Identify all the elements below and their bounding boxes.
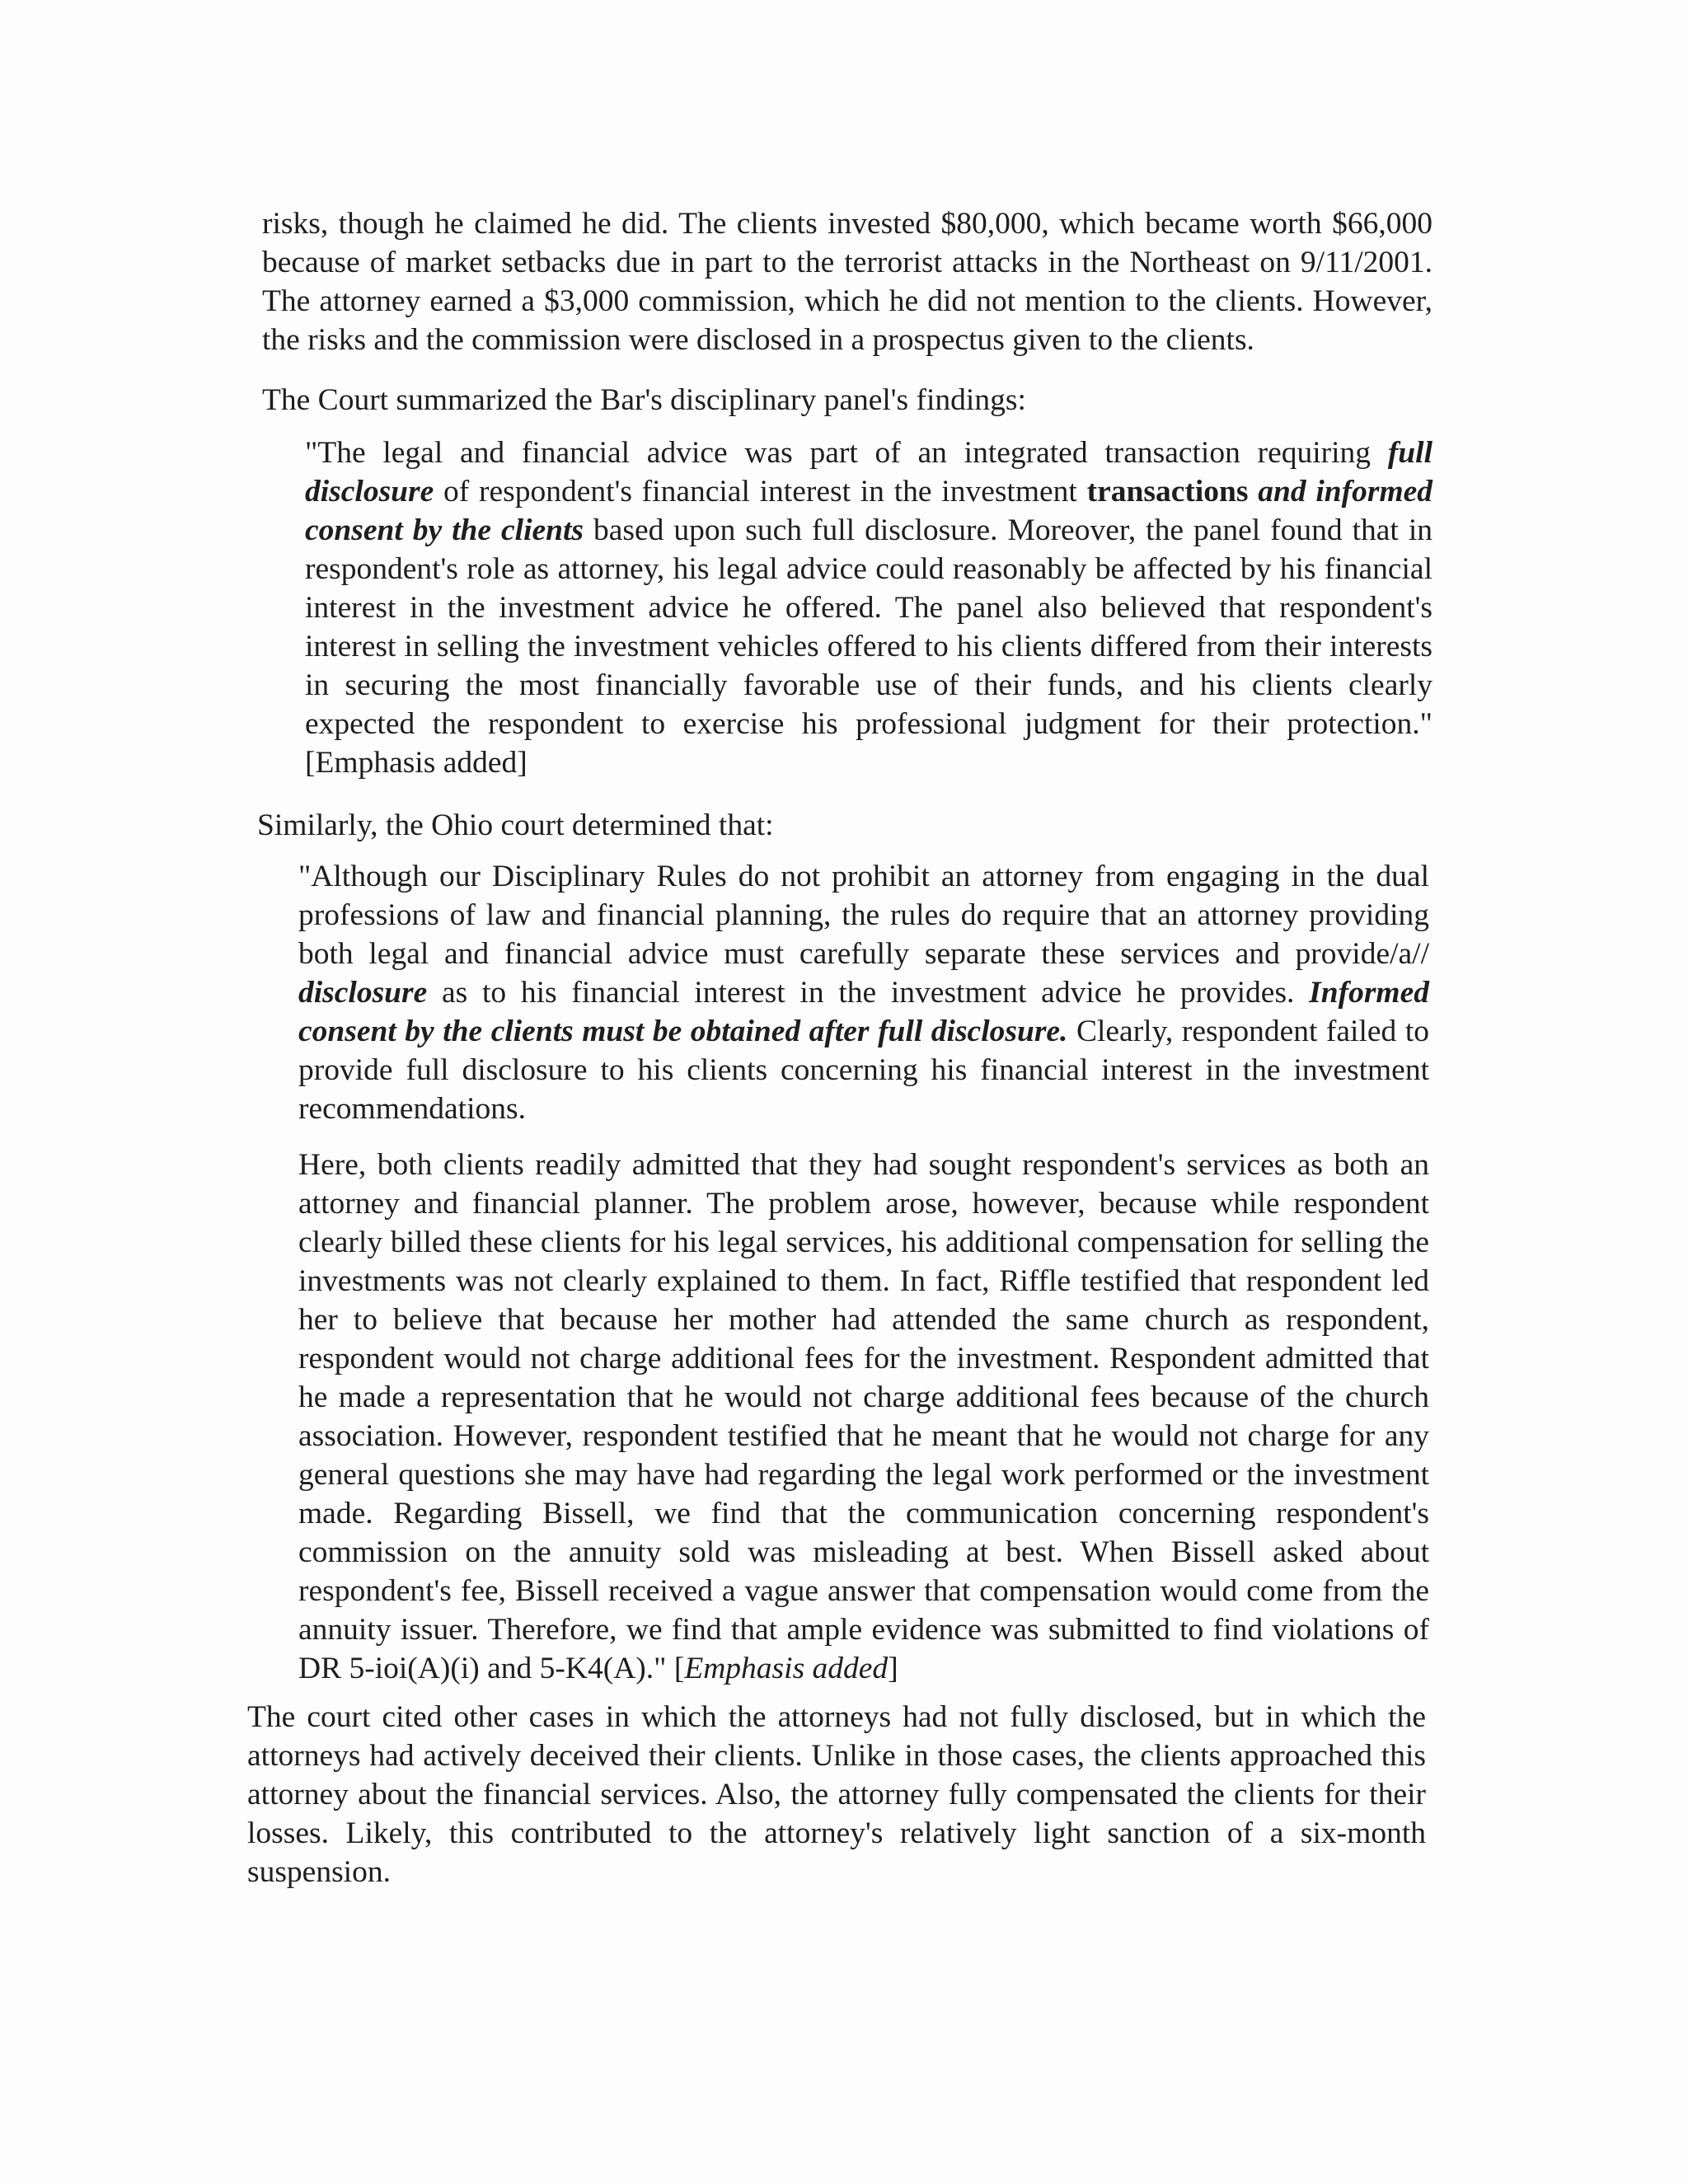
quote-text: "Although our Disciplinary Rules do not prohibit an attorney from engaging in the dual professions of law and financial planning, the rules do require that an attorney providing both legal and financial advice must carefully separate these services and provide/a// — [298, 860, 1429, 971]
paragraph-ohio-court-intro — [257, 806, 1428, 845]
paragraph-risks — [262, 204, 1432, 359]
paragraph-text: The court cited other cases in which the attorneys had not fully disclosed, but in which the attorneys had actively deceived their clients. Unlike in those cases, the clients approached this attorney about the financial services. Also, the attorney fully compensated the clients for their losses. Likely, this contributed to the attorney's relatively light sanction of a six-month suspension. — [247, 1700, 1426, 1889]
emphasis-added-note: Emphasis added — [684, 1652, 889, 1685]
block-quote-clients-testimony — [298, 1146, 1429, 1688]
quote-text: as to his financial interest in the investment advice he provides. — [427, 976, 1310, 1010]
emphasis-informed-consent-after-disclosure: Informed consent by the clients must be obtained after full disclosure. — [298, 976, 1429, 1048]
paragraph-text: risks, though he claimed he did. The clients invested $80,000, which became worth $66,000 because of market setbacks due in part to the terrorist attacks in the Northeast on 9/11/2001. The attorney earned a $3,000 commission, which he did not mention to the clients. However, the risks and the commission were disclosed in a prospectus given to the clients. — [262, 207, 1432, 357]
quote-text — [1248, 475, 1258, 509]
quote-text: ] — [888, 1652, 898, 1685]
emphasis-disclosure: disclosure — [298, 976, 428, 1010]
emphasis-full-disclosure: full disclosure — [305, 436, 1432, 509]
quote-text: of respondent's financial interest in the investment — [434, 475, 1087, 509]
emphasis-informed-consent: and informed consent by the clients — [305, 475, 1433, 547]
emphasis-transactions: transactions — [1086, 475, 1249, 509]
quote-text: based upon such full disclosure. Moreover, the panel found that in respondent's role as attorney, his legal advice could reasonably be affected by his financial interest in the investment advice he offered. The panel also believed that respondent's interest in selling the investment vehicles offered to his clients differed from their interests in securing the most financially favorable use of their funds, and his clients clearly expected the respondent to exercise his professional judgment for their protection." [Emphasis added] — [305, 513, 1432, 780]
paragraph-text: Similarly, the Ohio court determined that: — [257, 808, 774, 842]
quote-text: "The legal and financial advice was part of an integrated transaction requiring — [305, 436, 1388, 470]
paragraph-court-summary-intro — [262, 381, 1432, 419]
paragraph-text: The Court summarized the Bar's disciplinary panel's findings: — [262, 383, 1026, 417]
block-quote-disciplinary-rules — [298, 857, 1429, 1128]
block-quote-panel-findings — [305, 434, 1432, 782]
quote-text: Clearly, respondent failed to provide full disclosure to his clients concerning his financial interest in the investment recommendations. — [298, 1015, 1429, 1126]
quote-text: Here, both clients readily admitted that they had sought respondent's services as both an attorney and financial planner. The problem arose, however, because while respondent clearly billed these clients for his legal services, his additional compensation for selling the investments was not clearly explained to them. In fact, Riffle testified that respondent led her to believe that because her mother had attended the same church as respondent, respondent would not charge additional fees for the investment. Respondent admitted that he made a representation that he would not charge additional fees because of the church association. However, respondent testified that he meant that he would not charge for any general questions she may have had regarding the legal work performed or the investment made. Regarding Bissell, we find that the communication concerning respondent's commission on the annuity sold was misleading at best. When Bissell asked about respondent's fee, Bissell received a vague answer that compensation would come from the annuity issuer. Therefore, we find that ample evidence was submitted to find violations of DR 5-ioi(A)(i) and 5-K4(A)." [ — [298, 1148, 1429, 1685]
paragraph-court-cited-cases — [247, 1698, 1426, 1891]
